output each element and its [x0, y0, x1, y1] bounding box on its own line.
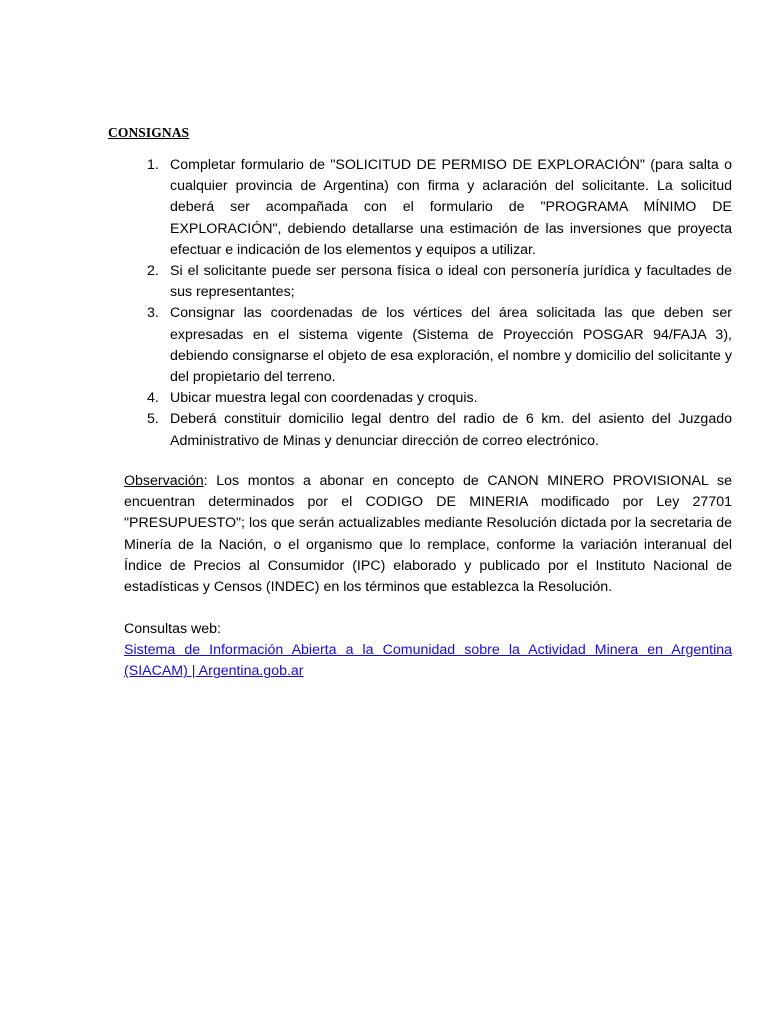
list-item-text: Ubicar muestra legal con coordenadas y croquis. [170, 390, 478, 407]
list-item-text: Consignar las coordenadas de los vértices del área solicitada las que deben ser expresadas en el sistema vigente (Sistema de Proyección POSGAR 94/FAJA 3), debiendo consignarse el objeto de esa exploración, el nombre y domicilio del solicitante y del propietario del terreno. [170, 305, 732, 386]
list-item-number: 4. [147, 390, 159, 407]
observacion-label: Observación [124, 473, 204, 489]
consignas-list [140, 155, 732, 452]
list-item-number: 1. [147, 157, 159, 173]
siacam-link[interactable]: Sistema de Información Abierta a la Comunidad sobre la Actividad Minera en Argentina (SIACAM) | Argentina.gob.ar [124, 642, 732, 680]
list-item [140, 261, 732, 303]
observacion-separator: : [203, 473, 208, 489]
list-item-text: Deberá constituir domicilio legal dentro del radio de 6 km. del asiento del Juzgado Administrativo de Minas y denunciar dirección de correo electrónico. [170, 411, 732, 449]
list-item-number: 2. [147, 263, 159, 280]
list-item [140, 388, 732, 409]
section-heading: CONSIGNAS [108, 125, 190, 140]
consultas-section [124, 619, 732, 683]
list-item [140, 303, 732, 388]
observacion-paragraph [124, 471, 732, 598]
consultas-label: Consultas web: [124, 621, 221, 637]
list-item-text: Si el solicitante puede ser persona física o ideal con personería jurídica y facultades de sus representantes; [170, 263, 732, 301]
list-item-number: 5. [147, 411, 159, 428]
observacion-text: Los montos a abonar en concepto de CANON MINERO PROVISIONAL se encuentran determinados por el CODIGO DE MINERIA modificado por Ley 27701 "PRESUPUESTO"; los que serán actualizables mediante Resolución dictada por la secretaria de Minería de la Nación, o el organismo que lo remplace, conforme la variación interanual del Índice de Precios al Consumidor (IPC) elaborado y publicado por el Instituto Nacional de estadísticas y Censos (INDEC) en los términos que establezca la Resolución. [124, 473, 732, 596]
list-item-number: 3. [147, 305, 159, 322]
list-item [140, 155, 732, 261]
list-item [140, 409, 732, 451]
list-item-text: Completar formulario de "SOLICITUD DE PERMISO DE EXPLORACIÓN" (para salta o cualquier provincia de Argentina) con firma y aclaración del solicitante. La solicitud deberá ser acompañada con el formulario de "PROGRAMA MÍNIMO DE EXPLORACIÓN", debiendo detallarse una estimación de las inversiones que proyecta efectuar e indicación de los elementos y equipos a utilizar. [170, 157, 732, 258]
